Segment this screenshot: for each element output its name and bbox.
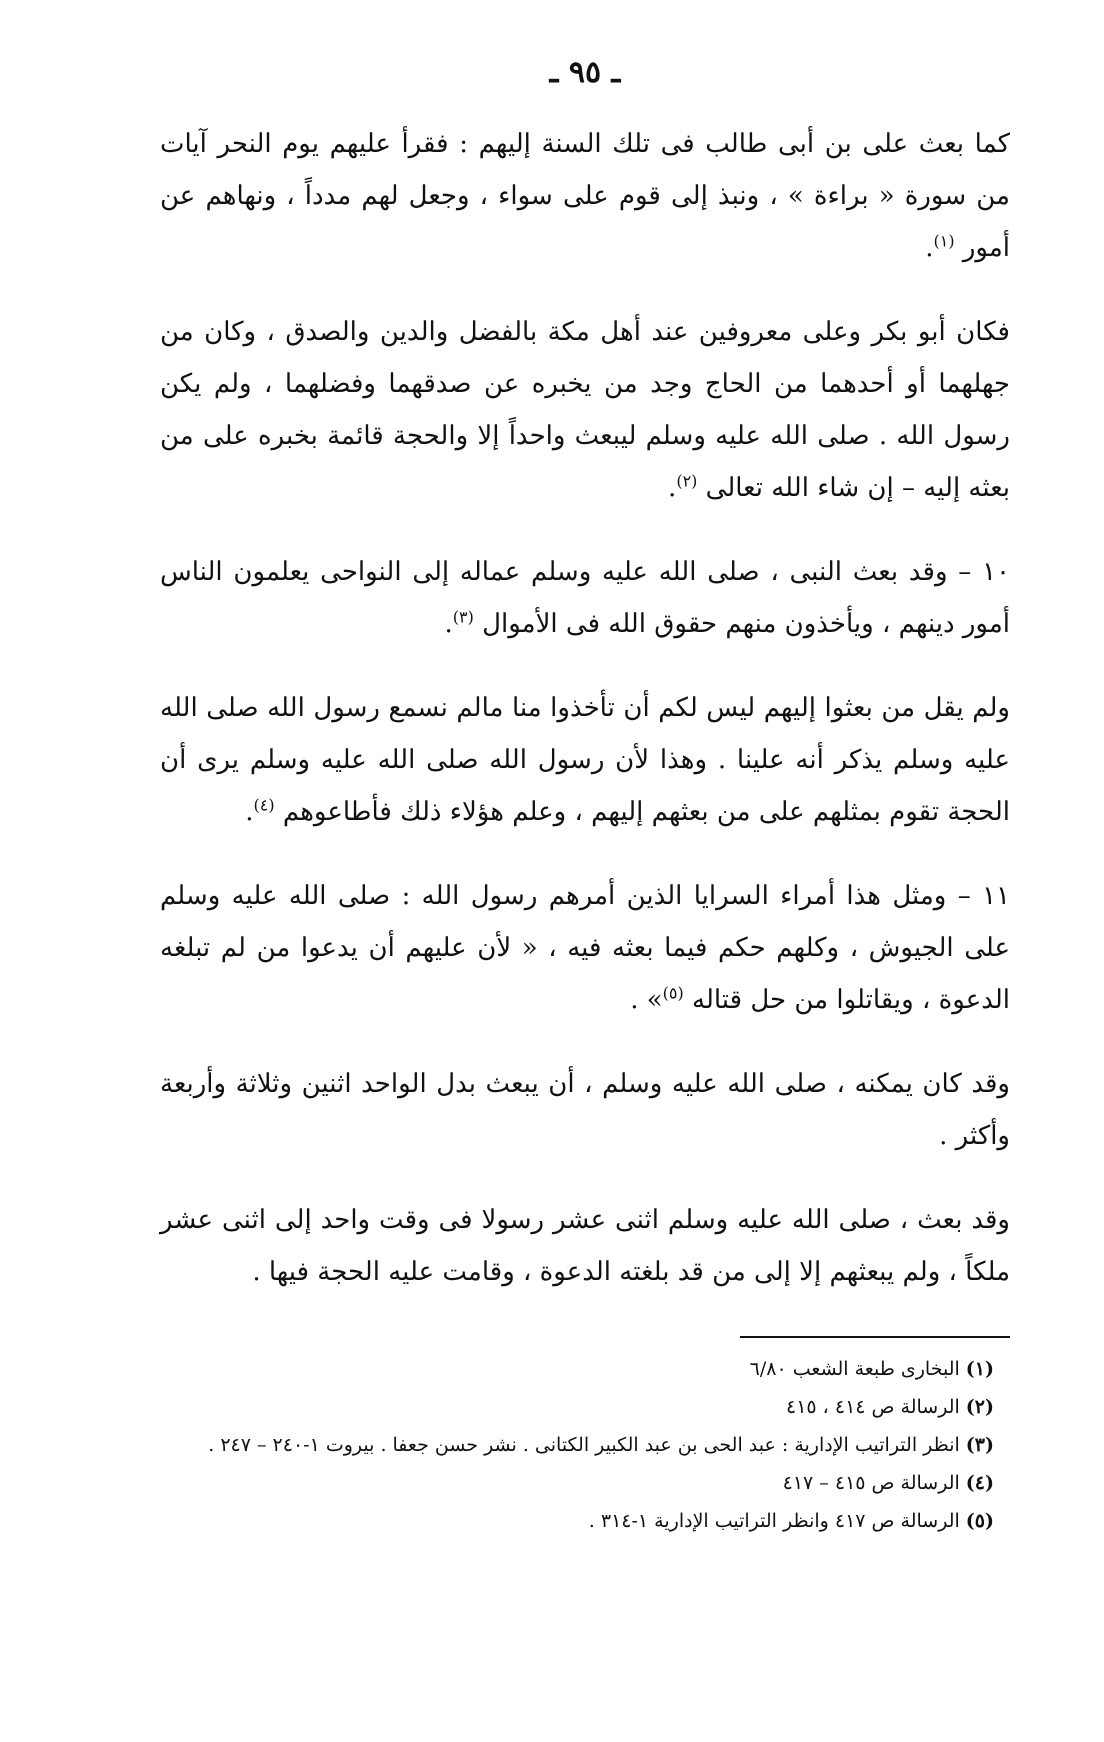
- paragraph-text: وقد بعث ، صلى الله عليه وسلم اثنى عشر رسولا فى وقت واحد إلى اثنى عشر ملكاً ، ولم يبعثهم إلا إلى من قد بلغته الدعوة ، وقامت عليه الحجة فيها .: [160, 1205, 1010, 1287]
- footnote-number: (٤): [965, 1472, 994, 1494]
- footnote-ref: (٣): [452, 607, 474, 627]
- paragraph-text: كما بعث على بن أبى طالب فى تلك السنة إليهم : فقرأ عليهم يوم النحر آيات من سورة « براءة » ، ونبذ إلى قوم على سواء ، وجعل لهم مدداً ، ونهاهم عن أمور: [160, 129, 1010, 263]
- paragraph-text: فكان أبو بكر وعلى معروفين عند أهل مكة بالفضل والدين والصدق ، وكان من جهلهما أو أحدهما من الحاج وجد من يخبره عن صدقهما وفضلهما ، ولم يكن رسول الله . صلى الله عليه وسلم ليبعث واحداً إلا والحجة قائمة بخبره على من بعثه إليه – إن شاء الله تعالى: [160, 317, 1011, 503]
- footnote-4: [160, 1464, 1010, 1502]
- paragraph-tail: .: [668, 473, 677, 503]
- footnote-text: الرسالة ص ٤١٥ – ٤١٧: [782, 1472, 960, 1494]
- footnote-number: (٢): [965, 1396, 994, 1418]
- page-number: ـ ٩٥ ـ: [549, 55, 621, 90]
- paragraph-tail: .: [245, 797, 254, 827]
- paragraph-7: [160, 1194, 1010, 1298]
- document-page: [160, 55, 1010, 1540]
- paragraph-tail: .: [444, 609, 453, 639]
- footnote-divider: [740, 1336, 1010, 1338]
- paragraph-tail: » .: [630, 985, 663, 1015]
- footnote-ref: (٤): [253, 795, 275, 815]
- footnote-ref: (٥): [662, 983, 684, 1003]
- paragraph-6: [160, 1058, 1010, 1162]
- footnote-text: البخارى طبعة الشعب ٦/٨٠: [749, 1358, 960, 1380]
- footnote-ref: (٢): [676, 471, 698, 491]
- footnote-1: [160, 1350, 1010, 1388]
- footnote-number: (١): [965, 1358, 994, 1380]
- paragraph-text: ولم يقل من بعثوا إليهم ليس لكم أن تأخذوا منا مالم نسمع رسول الله صلى الله عليه وسلم يذكر أنه علينا . وهذا لأن رسول الله صلى الله عليه وسلم يرى أن الحجة تقوم بمثلهم على من بعثهم إليهم ، وعلم هؤلاء ذلك فأطاعوهم: [160, 693, 1010, 827]
- paragraph-2: [160, 306, 1010, 514]
- footnote-text: الرسالة ص ٤١٤ ، ٤١٥: [786, 1396, 960, 1418]
- footnote-ref: (١): [933, 231, 955, 251]
- footnote-text: الرسالة ص ٤١٧ وانظر التراتيب الإدارية ١-٣١٤ .: [588, 1510, 960, 1532]
- paragraph-tail: .: [925, 233, 934, 263]
- footnote-number: (٣): [965, 1434, 994, 1456]
- paragraph-4: [160, 682, 1010, 838]
- footnote-5: [160, 1502, 1010, 1540]
- paragraph-3: [160, 546, 1010, 650]
- footnote-text: انظر التراتيب الإدارية : عبد الحى بن عبد الكبير الكتانى . نشر حسن جعفا . بيروت ١-٢٤٠ – ٢٤٧ .: [208, 1434, 960, 1456]
- paragraph-text: وقد كان يمكنه ، صلى الله عليه وسلم ، أن يبعث بدل الواحد اثنين وثلاثة وأربعة وأكثر .: [160, 1069, 1010, 1151]
- footnotes: [160, 1350, 1010, 1540]
- footnote-2: [160, 1388, 1010, 1426]
- footnote-number: (٥): [965, 1510, 994, 1532]
- paragraph-text: ١١ – ومثل هذا أمراء السرايا الذين أمرهم رسول الله : صلى الله عليه وسلم على الجيوش ، وكلهم حكم فيما بعثه فيه ، « لأن عليهم أن يدعوا من لم تبلغه الدعوة ، ويقاتلوا من حل قتاله: [160, 881, 1010, 1015]
- paragraph-5: [160, 870, 1010, 1026]
- paragraph-text: ١٠ – وقد بعث النبى ، صلى الله عليه وسلم عماله إلى النواحى يعلمون الناس أمور دينهم ، ويأخذون منهم حقوق الله فى الأموال: [160, 557, 1010, 639]
- footnote-3: [160, 1426, 1010, 1464]
- paragraph-1: [160, 118, 1010, 274]
